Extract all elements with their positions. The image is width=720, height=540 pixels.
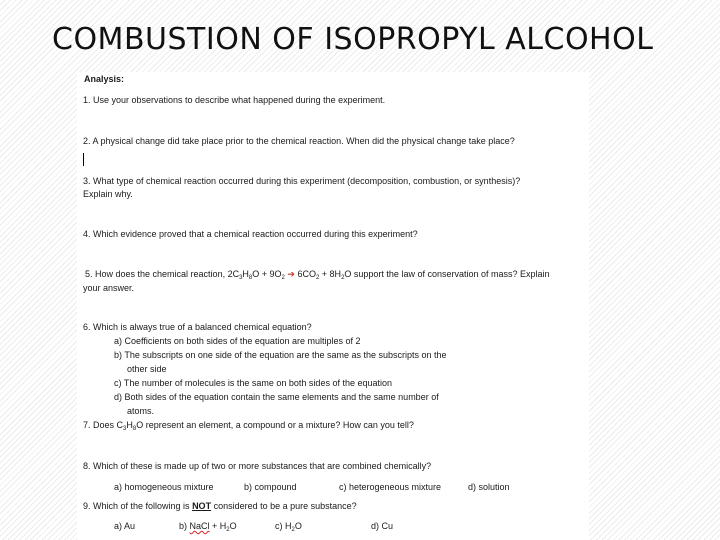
q5-suffix: O support the law of conservation of mass? Explain xyxy=(344,269,550,279)
q9-c-prefix: c) H xyxy=(275,521,292,531)
q5-p1: 6CO xyxy=(294,269,316,279)
question-7 xyxy=(83,420,414,431)
q7-suffix: O represent an element, a compound or a mixture? How can you tell? xyxy=(136,420,414,430)
question-6-option-b-line-2: other side xyxy=(127,364,167,374)
q5-prefix: 5. How does the chemical reaction, 2C xyxy=(85,269,240,279)
question-8-option-b: b) compound xyxy=(244,482,297,492)
q5-p2: + 8H xyxy=(319,269,342,279)
question-8-option-a: a) homogeneous mixture xyxy=(114,482,214,492)
q9-prefix: 9. Which of the following is xyxy=(83,501,193,511)
question-5-line-2: your answer. xyxy=(83,283,135,293)
text-cursor xyxy=(83,153,84,166)
q5-r1-mid: H xyxy=(242,269,249,279)
question-6-option-d-line-2: atoms. xyxy=(127,406,155,416)
question-8: 8. Which of these is made up of two or more substances that are combined chemically? xyxy=(83,461,432,471)
question-9 xyxy=(83,501,357,512)
analysis-heading: Analysis: xyxy=(84,74,125,84)
q5-r1-sub2: 8 xyxy=(248,275,253,281)
question-2: 2. A physical change did take place prior to the chemical reaction. When did the physical change take place? xyxy=(83,136,515,146)
q7-sub2: 8 xyxy=(132,426,137,432)
q9-b-prefix: b) xyxy=(179,521,190,531)
q5-p1-sub: 2 xyxy=(315,275,320,281)
q5-r1-sub1: 3 xyxy=(239,275,243,281)
question-1: 1. Use your observations to describe what happened during the experiment. xyxy=(83,95,386,105)
q7-mid: H xyxy=(126,420,133,430)
question-6: 6. Which is always true of a balanced chemical equation? xyxy=(83,322,312,332)
reaction-arrow-icon: ➔ xyxy=(287,269,295,279)
q7-sub1: 3 xyxy=(123,426,127,432)
q9-c-sub: 2 xyxy=(291,527,295,533)
question-5-line-1 xyxy=(85,269,550,280)
question-6-option-a: a) Coefficients on both sides of the equation are multiples of 2 xyxy=(114,336,361,346)
q5-r1-end: O + 9O xyxy=(252,269,282,279)
q9-b-end: O xyxy=(229,521,237,531)
q9-emphasis: NOT xyxy=(192,501,212,511)
slide-title: COMBUSTION OF ISOPROPYL ALCOHOL xyxy=(52,22,654,57)
question-6-option-d-line-1: d) Both sides of the equation contain the same elements and the same number of xyxy=(114,392,439,402)
question-4: 4. Which evidence proved that a chemical reaction occurred during this experiment? xyxy=(83,229,418,239)
q9-c-end: O xyxy=(294,521,302,531)
question-9-option-a: a) Au xyxy=(114,521,136,531)
question-9-option-d: d) Cu xyxy=(371,521,394,531)
question-3-line-2: Explain why. xyxy=(83,189,133,199)
q9-b-sub: 2 xyxy=(226,527,230,533)
q9-b-nacl: NaCl xyxy=(189,521,210,531)
question-3-line-1: 3. What type of chemical reaction occurred during this experiment (decomposition, combustion, or synthesis)? xyxy=(83,176,521,186)
q9-b-rest: + H xyxy=(209,521,227,531)
q9-suffix: considered to be a pure substance? xyxy=(211,501,357,511)
question-8-option-d: d) solution xyxy=(468,482,510,492)
question-8-option-c: c) heterogeneous mixture xyxy=(339,482,442,492)
question-9-option-b xyxy=(179,521,237,532)
q5-r2-sub: 2 xyxy=(281,275,285,281)
q7-prefix: 7. Does C xyxy=(83,420,124,430)
question-6-option-b-line-1: b) The subscripts on one side of the equation are the same as the subscripts on the xyxy=(114,350,447,360)
question-6-option-c: c) The number of molecules is the same on both sides of the equation xyxy=(114,378,392,388)
q5-p2-sub: 2 xyxy=(341,275,345,281)
question-9-option-c xyxy=(275,521,302,532)
